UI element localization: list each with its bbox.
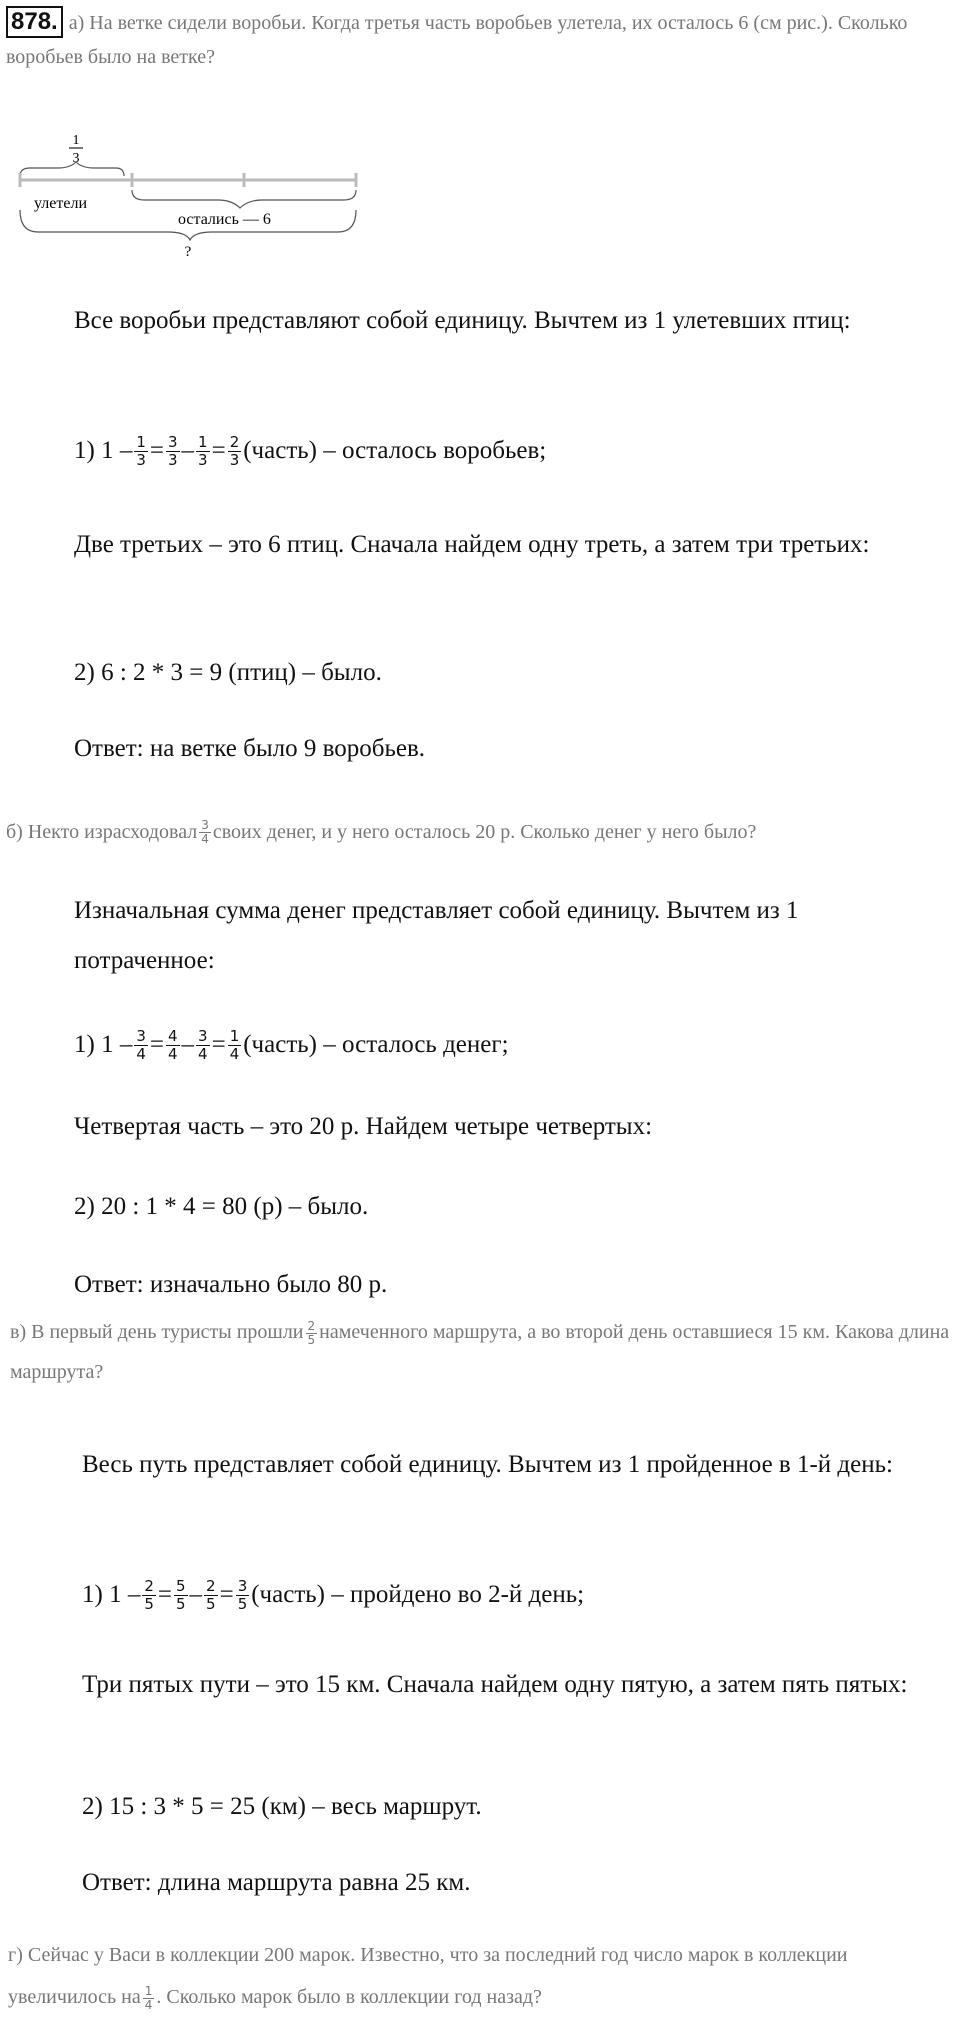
fraction xyxy=(199,819,211,846)
part-d-prompt xyxy=(8,1934,952,2018)
fraction xyxy=(204,1578,218,1613)
fraction-den: 4 xyxy=(201,831,209,846)
figure-fraction-num: 1 xyxy=(72,133,80,148)
fraction xyxy=(142,1578,156,1613)
minus-sign: – xyxy=(189,1581,203,1608)
part-a-explain: Две третьих – это 6 птиц. Сначала найдем одну треть, а затем три третьих: xyxy=(74,531,870,558)
part-b-step1 xyxy=(74,1020,914,1070)
fraction-den: 4 xyxy=(198,1044,208,1063)
minus-sign: – xyxy=(181,437,195,464)
part-a-step1 xyxy=(74,426,914,476)
part-c-step2: 2) 15 : 3 * 5 = 25 (км) – весь маршрут. xyxy=(82,1793,482,1820)
fraction xyxy=(196,1028,210,1063)
fraction-num: 3 xyxy=(198,1026,208,1045)
fraction xyxy=(174,1578,188,1613)
part-c-intro: Весь путь представляет собой единицу. Вычтем из 1 пройденное в 1-й день: xyxy=(82,1451,893,1478)
part-a-prompt-text: а) На ветке сидели воробьи. Когда третья часть воробьев улетела, их осталось 6 (см рис.). Сколько воробьев было на ветке? xyxy=(6,12,908,68)
part-d-prompt-before: г) Сейчас у Васи в коллекции 200 марок. Известно, что за последний год число марок в коллекции увеличилось на xyxy=(8,1944,848,2008)
step1-suffix: (часть) – пройдено во 2-й день; xyxy=(251,1581,585,1608)
fraction-den: 5 xyxy=(237,1594,248,1613)
part-c-prompt-before: в) В первый день туристы прошли xyxy=(10,1321,304,1343)
step1-prefix: 1) 1 – xyxy=(74,437,133,464)
fraction-den: 5 xyxy=(307,1332,316,1347)
segment-diagram xyxy=(18,132,358,262)
part-b-prompt-before: б) Некто израсходовал xyxy=(6,821,198,843)
fraction-num: 5 xyxy=(175,1576,186,1595)
step1-prefix: 1) 1 – xyxy=(82,1581,141,1608)
part-c-step1 xyxy=(82,1570,922,1620)
fraction-den: 3 xyxy=(136,450,146,469)
fraction-num: 2 xyxy=(144,1576,154,1595)
fraction-den: 4 xyxy=(144,1997,153,2012)
fraction xyxy=(166,434,180,469)
equals-sign: = xyxy=(149,437,164,464)
fraction-den: 4 xyxy=(167,1044,178,1063)
part-b-step2: 2) 20 : 1 * 4 = 80 (р) – было. xyxy=(74,1193,369,1220)
part-a-intro: Все воробьи представляют собой единицу. Вычтем из 1 улетевших птиц: xyxy=(74,307,851,334)
fraction xyxy=(228,434,242,469)
equals-sign: = xyxy=(219,1581,234,1608)
part-a-prompt xyxy=(6,6,954,74)
fraction-num: 3 xyxy=(136,1026,146,1045)
minus-sign: – xyxy=(181,1031,195,1058)
part-c-prompt-after: намеченного маршрута, а во второй день оставшиеся 15 км. Какова длина маршрута? xyxy=(10,1321,950,1383)
fraction xyxy=(166,1028,180,1063)
fraction-num: 1 xyxy=(144,1983,153,1998)
fraction-num: 3 xyxy=(237,1576,248,1595)
part-d-prompt-after: . Сколько марок было в коллекции год назад? xyxy=(156,1986,542,2008)
step1-suffix: (часть) – осталось денег; xyxy=(243,1031,509,1058)
fraction-num: 3 xyxy=(167,432,178,451)
step1-suffix: (часть) – осталось воробьев; xyxy=(243,437,547,464)
part-c-answer: Ответ: длина маршрута равна 25 км. xyxy=(82,1869,471,1896)
fraction xyxy=(228,1028,242,1063)
fraction-num: 2 xyxy=(307,1318,316,1333)
part-b-intro: Изначальная сумма денег представляет собой единицу. Вычтем из 1 потраченное: xyxy=(74,897,799,974)
equals-sign: = xyxy=(149,1031,164,1058)
fraction-den: 4 xyxy=(229,1044,240,1063)
fraction-den: 3 xyxy=(167,450,178,469)
fraction xyxy=(196,434,210,469)
fraction xyxy=(134,434,148,469)
fraction-den: 5 xyxy=(175,1594,186,1613)
figure-total-label: ? xyxy=(184,244,192,260)
fraction-den: 3 xyxy=(198,450,208,469)
fraction xyxy=(134,1028,148,1063)
equals-sign: = xyxy=(211,1031,226,1058)
part-b-explain: Четвертая часть – это 20 р. Найдем четыре четвертых: xyxy=(74,1113,653,1140)
part-c-explain: Три пятых пути – это 15 км. Сначала найдем одну пятую, а затем пять пятых: xyxy=(82,1671,908,1698)
part-a-step2: 2) 6 : 2 * 3 = 9 (птиц) – было. xyxy=(74,659,382,686)
part-c-prompt xyxy=(10,1312,952,1392)
fraction-den: 4 xyxy=(136,1044,146,1063)
part-a-figure xyxy=(18,132,358,262)
part-b-prompt xyxy=(6,812,954,852)
fraction xyxy=(236,1578,250,1613)
fraction-den: 5 xyxy=(144,1594,154,1613)
fraction-num: 2 xyxy=(206,1576,216,1595)
part-b-answer: Ответ: изначально было 80 р. xyxy=(74,1271,388,1298)
part-a-answer: Ответ: на ветке было 9 воробьев. xyxy=(74,735,426,762)
fraction-num: 4 xyxy=(167,1026,178,1045)
fraction-num: 1 xyxy=(198,432,208,451)
problem-number: 878. xyxy=(6,6,63,38)
figure-right-label: остались — 6 xyxy=(178,211,271,228)
fraction-den: 3 xyxy=(229,450,240,469)
fraction-num: 1 xyxy=(136,432,146,451)
fraction xyxy=(306,1320,318,1347)
fraction-num: 3 xyxy=(201,817,209,832)
fraction xyxy=(143,1985,155,2012)
figure-left-label: улетели xyxy=(34,195,88,212)
part-b-prompt-after: своих денег, и у него осталось 20 р. Сколько денег у него было? xyxy=(212,821,757,843)
equals-sign: = xyxy=(157,1581,172,1608)
fraction-num: 2 xyxy=(229,432,240,451)
step1-prefix: 1) 1 – xyxy=(74,1031,133,1058)
right-brace xyxy=(132,190,356,208)
fraction-num: 1 xyxy=(229,1026,240,1045)
figure-fraction-den: 3 xyxy=(72,151,80,166)
equals-sign: = xyxy=(211,437,226,464)
fraction-den: 5 xyxy=(206,1594,216,1613)
